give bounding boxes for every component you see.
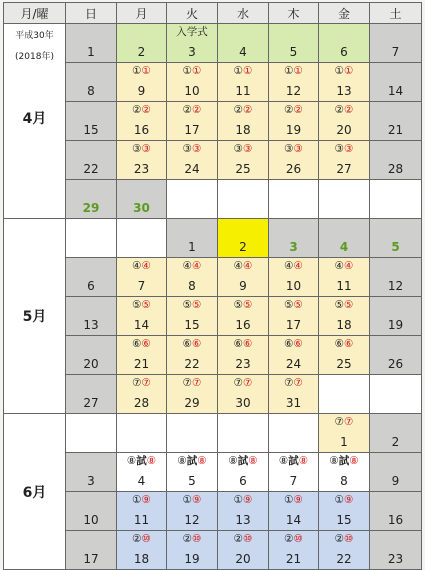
week-row <box>4 453 422 492</box>
day-number: 10 <box>83 513 99 527</box>
day-cell[interactable] <box>167 258 218 297</box>
empty-day-cell <box>319 375 370 414</box>
day-number: 1 <box>188 240 196 254</box>
day-cell[interactable] <box>319 258 370 297</box>
day-number: 3 <box>289 240 298 254</box>
day-cell[interactable] <box>370 24 422 63</box>
empty-day-cell <box>167 414 218 453</box>
day-cell[interactable] <box>117 141 167 180</box>
day-cell[interactable] <box>370 297 422 336</box>
day-cell[interactable] <box>167 102 218 141</box>
day-number: 12 <box>285 84 302 98</box>
day-cell[interactable] <box>117 531 167 570</box>
day-cell[interactable] <box>319 531 370 570</box>
day-number: 19 <box>285 123 302 137</box>
day-cell[interactable] <box>66 180 117 219</box>
month-label-cell <box>4 24 66 219</box>
day-cell[interactable] <box>269 63 319 102</box>
day-cell[interactable] <box>269 375 319 414</box>
day-cell[interactable] <box>370 531 422 570</box>
day-number: 28 <box>387 162 404 176</box>
day-cell[interactable] <box>319 492 370 531</box>
day-cell[interactable] <box>370 258 422 297</box>
day-cell[interactable] <box>319 336 370 375</box>
day-number: 21 <box>387 123 404 137</box>
day-number: 25 <box>336 357 352 371</box>
week-row <box>4 375 422 414</box>
day-cell[interactable] <box>117 102 167 141</box>
day-number: 5 <box>289 45 298 59</box>
day-cell[interactable] <box>269 24 319 63</box>
day-note: ⑥⑥ <box>284 338 303 350</box>
empty-day-cell <box>370 375 422 414</box>
day-number: 26 <box>285 162 302 176</box>
day-number: 14 <box>387 84 404 98</box>
day-number: 30 <box>235 396 251 410</box>
day-cell[interactable] <box>218 258 269 297</box>
header-saturday: 土 <box>370 3 422 24</box>
day-note: ⑥⑥ <box>233 338 253 350</box>
header-tuesday: 火 <box>167 3 218 24</box>
week-row <box>4 297 422 336</box>
day-number: 15 <box>336 513 352 527</box>
day-note: ③③ <box>284 143 303 155</box>
week-row <box>4 24 422 63</box>
day-note: ①⑨ <box>334 494 354 506</box>
day-number: 3 <box>188 45 196 59</box>
month-label-cell <box>4 414 66 570</box>
day-cell[interactable] <box>117 258 167 297</box>
day-cell[interactable] <box>269 297 319 336</box>
day-cell[interactable] <box>117 336 167 375</box>
week-row <box>4 219 422 258</box>
day-note: ⑧試⑧ <box>278 455 309 467</box>
day-number: 20 <box>235 552 251 566</box>
day-number: 11 <box>235 84 251 98</box>
day-note: ①① <box>284 65 303 77</box>
day-number: 12 <box>387 279 404 293</box>
day-note: ④④ <box>182 260 202 272</box>
month-label: 4月 <box>22 111 47 127</box>
day-cell[interactable] <box>167 336 218 375</box>
day-cell[interactable] <box>319 24 370 63</box>
day-number: 3 <box>87 474 95 488</box>
day-cell[interactable] <box>218 375 269 414</box>
day-number: 5 <box>391 240 400 254</box>
day-cell[interactable] <box>218 492 269 531</box>
day-cell[interactable] <box>66 453 117 492</box>
school-calendar-table <box>3 2 422 570</box>
era-year: (2018年) <box>15 52 54 62</box>
day-note: ①⑨ <box>132 494 151 506</box>
day-number: 22 <box>83 162 99 176</box>
day-number: 2 <box>239 240 247 254</box>
day-note: ①⑨ <box>233 494 253 506</box>
day-note: ④④ <box>233 260 253 272</box>
day-cell[interactable] <box>218 297 269 336</box>
empty-day-cell <box>319 180 370 219</box>
day-number: 16 <box>133 123 150 137</box>
day-number: 20 <box>336 123 352 137</box>
day-number: 22 <box>184 357 200 371</box>
day-number: 21 <box>285 552 302 566</box>
day-cell[interactable] <box>269 336 319 375</box>
day-note: ③③ <box>334 143 354 155</box>
day-cell[interactable] <box>66 24 117 63</box>
day-cell[interactable] <box>269 453 319 492</box>
day-cell[interactable] <box>319 297 370 336</box>
day-number: 16 <box>387 513 404 527</box>
day-cell[interactable] <box>167 492 218 531</box>
day-number: 8 <box>340 474 348 488</box>
empty-day-cell <box>167 180 218 219</box>
day-note: ⑤⑤ <box>182 299 202 311</box>
day-note: ②② <box>334 104 354 116</box>
empty-day-cell <box>269 180 319 219</box>
empty-day-cell <box>66 414 117 453</box>
day-number: 17 <box>83 552 99 566</box>
header-monday: 月 <box>117 3 167 24</box>
day-number: 18 <box>336 318 352 332</box>
day-cell[interactable] <box>218 102 269 141</box>
empty-day-cell <box>218 180 269 219</box>
day-cell[interactable] <box>117 180 167 219</box>
day-number: 24 <box>285 357 302 371</box>
day-number: 23 <box>387 552 404 566</box>
day-number: 19 <box>387 318 404 332</box>
day-number: 1 <box>87 45 95 59</box>
day-number: 2 <box>137 45 146 59</box>
day-number: 10 <box>285 279 302 293</box>
day-number: 27 <box>336 162 352 176</box>
day-note: ⑦⑦ <box>334 416 354 428</box>
day-number: 22 <box>336 552 352 566</box>
empty-day-cell <box>117 219 167 258</box>
day-number: 29 <box>82 201 100 215</box>
day-note: ⑧試⑧ <box>228 455 258 467</box>
week-row <box>4 180 422 219</box>
day-note: ⑤⑤ <box>233 299 253 311</box>
day-number: 7 <box>391 45 400 59</box>
day-cell[interactable] <box>66 336 117 375</box>
day-note: ⑤⑤ <box>132 299 151 311</box>
header-thursday: 木 <box>269 3 319 24</box>
day-cell[interactable] <box>319 219 370 258</box>
day-cell[interactable] <box>117 297 167 336</box>
day-number: 13 <box>83 318 99 332</box>
day-number: 5 <box>188 474 196 488</box>
header-sunday: 日 <box>66 3 117 24</box>
day-number: 13 <box>235 513 251 527</box>
day-number: 23 <box>235 357 251 371</box>
day-cell[interactable] <box>167 141 218 180</box>
header-month-weekday: 月/曜 <box>4 3 66 24</box>
day-number: 8 <box>188 279 196 293</box>
day-cell[interactable] <box>370 336 422 375</box>
day-note: ②② <box>132 104 151 116</box>
day-number: 21 <box>133 357 150 371</box>
week-row <box>4 258 422 297</box>
day-note: ⑥⑥ <box>182 338 202 350</box>
day-cell[interactable] <box>167 453 218 492</box>
day-number: 28 <box>133 396 150 410</box>
day-note: ②⑩ <box>284 533 303 545</box>
day-cell[interactable] <box>218 531 269 570</box>
day-cell[interactable] <box>218 336 269 375</box>
day-number: 16 <box>235 318 251 332</box>
day-cell[interactable] <box>218 219 269 258</box>
day-cell[interactable] <box>319 141 370 180</box>
day-note: ③③ <box>233 143 253 155</box>
day-number: 13 <box>336 84 352 98</box>
day-cell[interactable] <box>370 492 422 531</box>
day-cell[interactable] <box>218 63 269 102</box>
empty-day-cell <box>269 414 319 453</box>
month-label: 5月 <box>22 309 47 325</box>
day-number: 4 <box>339 240 349 254</box>
day-number: 7 <box>289 474 298 488</box>
day-note: ⑧試⑧ <box>126 455 157 467</box>
week-row <box>4 63 422 102</box>
day-number: 4 <box>137 474 146 488</box>
day-number: 6 <box>340 45 348 59</box>
day-number: 9 <box>239 279 247 293</box>
era-label: 平成30年 <box>15 31 54 41</box>
day-number: 12 <box>184 513 200 527</box>
day-number: 2 <box>391 435 400 449</box>
day-cell[interactable] <box>66 258 117 297</box>
day-cell[interactable] <box>269 141 319 180</box>
day-note: ⑥⑥ <box>334 338 354 350</box>
day-note: ①① <box>233 65 253 77</box>
day-number: 30 <box>133 201 150 215</box>
day-number: 10 <box>184 84 200 98</box>
day-note: ⑤⑤ <box>334 299 354 311</box>
day-note: ②⑩ <box>334 533 354 545</box>
day-note: ④④ <box>334 260 354 272</box>
day-number: 8 <box>87 84 95 98</box>
week-row <box>4 336 422 375</box>
day-cell[interactable] <box>370 63 422 102</box>
week-row <box>4 141 422 180</box>
day-cell[interactable] <box>218 24 269 63</box>
day-note: ④④ <box>132 260 151 272</box>
day-number: 15 <box>184 318 200 332</box>
day-note: ⑤⑤ <box>284 299 303 311</box>
day-number: 24 <box>184 162 200 176</box>
empty-day-cell <box>370 180 422 219</box>
day-note: ⑥⑥ <box>132 338 151 350</box>
day-number: 17 <box>184 123 200 137</box>
day-cell[interactable] <box>370 414 422 453</box>
day-note: ③③ <box>132 143 151 155</box>
day-number: 31 <box>285 396 302 410</box>
day-note: ⑧試⑧ <box>329 455 359 467</box>
day-note: ⑧試⑧ <box>177 455 207 467</box>
day-cell[interactable] <box>370 219 422 258</box>
empty-day-cell <box>66 219 117 258</box>
day-number: 11 <box>336 279 352 293</box>
month-label-cell <box>4 219 66 414</box>
day-number: 4 <box>239 45 247 59</box>
day-cell[interactable] <box>167 297 218 336</box>
day-number: 9 <box>391 474 400 488</box>
day-cell[interactable] <box>167 375 218 414</box>
day-cell[interactable] <box>66 63 117 102</box>
day-note: ②② <box>233 104 253 116</box>
day-number: 17 <box>285 318 302 332</box>
day-number: 19 <box>184 552 200 566</box>
day-note: ②② <box>182 104 202 116</box>
day-number: 23 <box>133 162 150 176</box>
day-note: ④④ <box>284 260 303 272</box>
day-number: 18 <box>133 552 150 566</box>
empty-day-cell <box>117 414 167 453</box>
header-friday: 金 <box>319 3 370 24</box>
day-cell[interactable] <box>167 63 218 102</box>
day-cell[interactable] <box>319 453 370 492</box>
day-cell[interactable] <box>117 492 167 531</box>
day-number: 6 <box>239 474 247 488</box>
day-cell[interactable] <box>66 531 117 570</box>
month-label: 6月 <box>22 484 47 501</box>
day-number: 26 <box>387 357 404 371</box>
day-note: ②⑩ <box>132 533 151 545</box>
day-cell[interactable] <box>117 24 167 63</box>
day-cell[interactable] <box>167 219 218 258</box>
week-row <box>4 531 422 570</box>
week-row <box>4 492 422 531</box>
day-number: 1 <box>340 435 348 449</box>
day-number: 15 <box>83 123 99 137</box>
day-cell[interactable] <box>167 531 218 570</box>
day-note: ①① <box>334 65 354 77</box>
day-note: ⑦⑦ <box>233 377 253 389</box>
day-cell[interactable] <box>319 63 370 102</box>
weekday-header-row <box>4 3 422 24</box>
day-number: 29 <box>184 396 200 410</box>
day-number: 18 <box>235 123 251 137</box>
header-wednesday: 水 <box>218 3 269 24</box>
day-cell[interactable] <box>370 102 422 141</box>
day-note: ⑦⑦ <box>182 377 202 389</box>
day-number: 14 <box>285 513 302 527</box>
day-cell[interactable] <box>117 375 167 414</box>
day-cell[interactable] <box>319 102 370 141</box>
day-number: 6 <box>87 279 95 293</box>
week-row <box>4 102 422 141</box>
calendar-body <box>4 24 422 570</box>
day-number: 25 <box>235 162 251 176</box>
day-cell[interactable] <box>269 531 319 570</box>
day-cell[interactable] <box>66 297 117 336</box>
day-note: ①⑨ <box>284 494 303 506</box>
day-cell[interactable] <box>218 453 269 492</box>
day-cell[interactable] <box>370 453 422 492</box>
day-number: 27 <box>83 396 99 410</box>
day-cell[interactable] <box>269 258 319 297</box>
day-cell[interactable] <box>218 141 269 180</box>
week-row <box>4 414 422 453</box>
day-cell[interactable] <box>117 453 167 492</box>
day-number: 20 <box>83 357 99 371</box>
day-cell[interactable] <box>66 102 117 141</box>
day-number: 11 <box>133 513 150 527</box>
day-number: 7 <box>137 279 146 293</box>
day-cell[interactable] <box>66 141 117 180</box>
day-cell[interactable] <box>269 219 319 258</box>
day-note: ①① <box>132 65 151 77</box>
day-note: ⑦⑦ <box>132 377 151 389</box>
day-cell[interactable] <box>269 102 319 141</box>
day-note: 入学式 <box>176 26 208 38</box>
day-cell[interactable] <box>117 63 167 102</box>
day-number: 9 <box>137 84 146 98</box>
day-note: ②⑩ <box>233 533 253 545</box>
day-note: ⑦⑦ <box>284 377 303 389</box>
day-note: ③③ <box>182 143 202 155</box>
empty-day-cell <box>218 414 269 453</box>
day-cell[interactable] <box>319 414 370 453</box>
day-note: ①① <box>182 65 202 77</box>
day-cell[interactable] <box>370 141 422 180</box>
day-note: ②② <box>284 104 303 116</box>
day-cell[interactable] <box>269 492 319 531</box>
day-cell[interactable] <box>167 24 218 63</box>
day-number: 14 <box>133 318 150 332</box>
day-note: ①⑨ <box>182 494 202 506</box>
day-cell[interactable] <box>66 375 117 414</box>
day-note: ②⑩ <box>182 533 202 545</box>
day-cell[interactable] <box>66 492 117 531</box>
